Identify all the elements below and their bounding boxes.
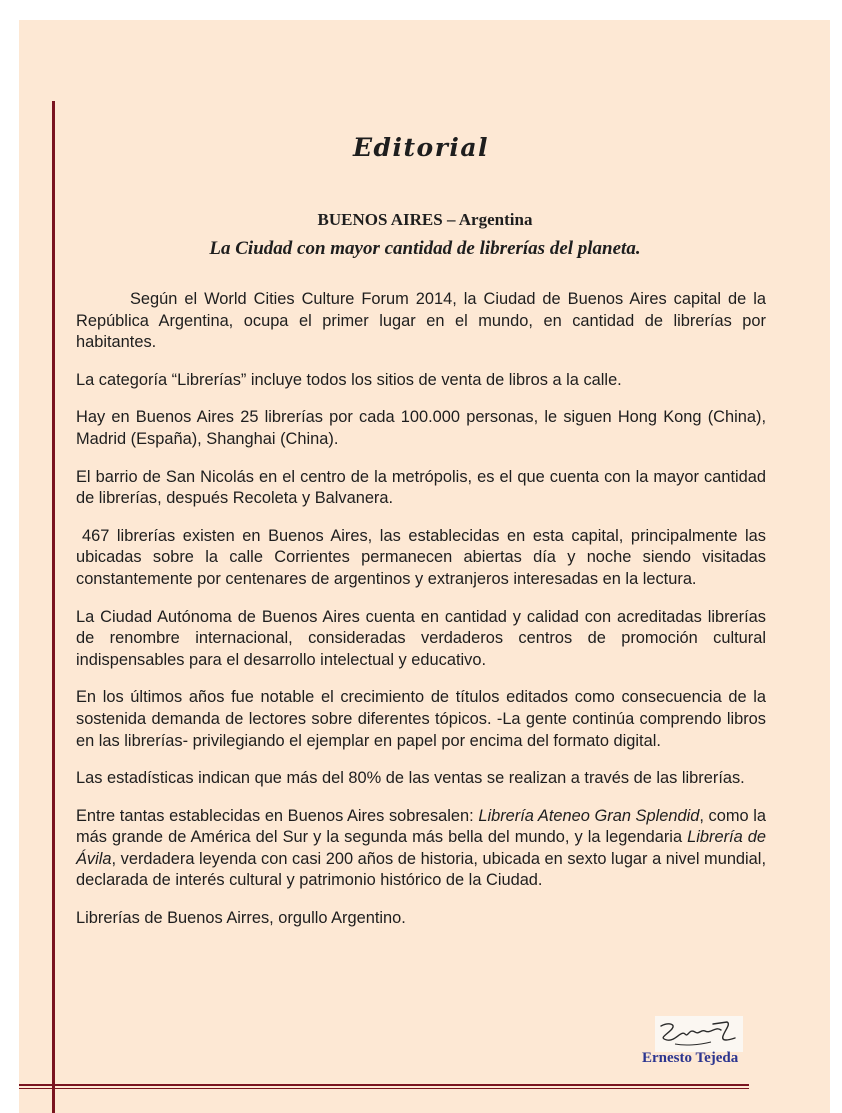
paragraph: La Ciudad Autónoma de Buenos Aires cuenta en cantidad y calidad con acreditadas librerías de renombre internacional, consideradas verdaderos centros de promoción cultural indispensables para el desarrollo intelectual y educativo. bbox=[76, 607, 766, 669]
paragraph-text: , como la más grande de América del Sur y la segunda más bella del mundo, y la legendaria bbox=[76, 806, 767, 847]
closing-line: Librerías de Buenos Airres, orgullo Argentino. bbox=[76, 909, 406, 928]
paragraph-bookstores bbox=[76, 806, 766, 892]
horizontal-rule-thin bbox=[19, 1088, 749, 1089]
horizontal-rule bbox=[19, 1084, 749, 1086]
handwritten-signature bbox=[655, 1016, 743, 1052]
paragraph: En los últimos años fue notable el crecimiento de títulos editados como consecuencia de la sostenida demanda de lectores sobre diferentes tópicos. -La gente continúa comprendo libros en las librerías- privilegiando el ejemplar en papel por encima del formato digital. bbox=[76, 688, 766, 750]
paragraph-text: , verdadera leyenda con casi 200 años de historia, ubicada en sexto lugar a nivel mundial, declarada de interés cultural y patrimonio histórico de la Ciudad. bbox=[76, 849, 766, 890]
page-title: Editorial bbox=[352, 133, 490, 162]
paragraph: Las estadísticas indican que más del 80% de las ventas se realizan a través de las librerías. bbox=[76, 769, 745, 788]
paragraph: La categoría “Librerías” incluye todos los sitios de venta de libros a la calle. bbox=[76, 370, 622, 389]
paragraph: El barrio de San Nicolás en el centro de la metrópolis, es el que cuenta con la mayor cantidad de librerías, después Recoleta y Balvanera. bbox=[76, 467, 766, 508]
paragraph: Hay en Buenos Aires 25 librerías por cada 100.000 personas, le siguen Hong Kong (China), Madrid (España), Shanghai (China). bbox=[76, 408, 766, 448]
author-name: Ernesto Tejeda bbox=[642, 1050, 739, 1066]
paragraph: 467 librerías existen en Buenos Aires, las establecidas en esta capital, principalmente las ubicadas sobre la calle Corrientes permanecen abiertas día y noche siendo visitadas constantemente por centenares de argentinos y extranjeros interesadas en la lectura. bbox=[76, 526, 766, 588]
paragraph-text: Entre tantas establecidas en Buenos Aires sobresalen: bbox=[76, 806, 479, 825]
subtitle-location: BUENOS AIRES – Argentina bbox=[317, 210, 533, 229]
bookstore-name-ateneo: Librería Ateneo Gran Splendid bbox=[478, 806, 700, 825]
bookstore-name-avila: Librería de Ávila bbox=[76, 828, 766, 868]
article-body bbox=[76, 289, 766, 946]
subtitle-tagline: La Ciudad con mayor cantidad de librerías del planeta. bbox=[209, 238, 641, 259]
paragraph: Según el World Cities Culture Forum 2014, la Ciudad de Buenos Aires capital de la República Argentina, ocupa el primer lugar en el mundo, en cantidad de librerías por habitantes. bbox=[76, 290, 766, 352]
